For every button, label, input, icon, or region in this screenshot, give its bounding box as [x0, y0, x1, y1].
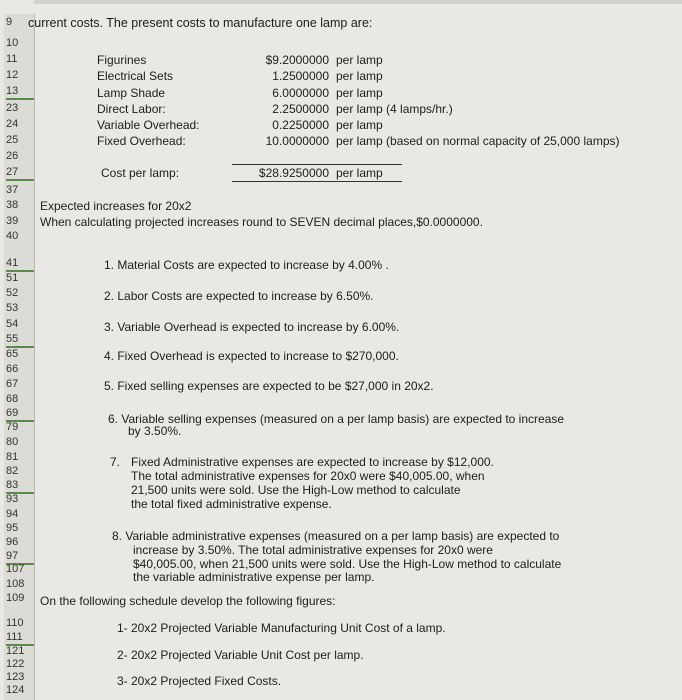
cost-item-amount: 6.0000000: [272, 86, 329, 100]
assumption-7-cont: the total fixed administrative expense.: [131, 497, 332, 511]
row-number: 122: [6, 658, 25, 670]
row-number: 66: [6, 363, 19, 375]
assumption-6: 6. Variable selling expenses (measured on a per lamp basis) are expected to increase: [108, 412, 565, 426]
row-number: 96: [6, 536, 19, 548]
row-number: 51: [6, 272, 19, 284]
row-number: 97: [6, 550, 34, 565]
cost-item-amount: 2.2500000: [272, 102, 329, 116]
row-number: 65: [6, 348, 19, 360]
row-number: 52: [6, 287, 19, 299]
row-number: 93: [6, 493, 19, 505]
row-number: 53: [6, 302, 19, 314]
assumption-3: 3. Variable Overhead is expected to increase by 6.00%.: [104, 320, 400, 334]
row-number: 94: [6, 508, 19, 520]
row-number: 95: [6, 522, 19, 534]
total-rule: [232, 164, 402, 165]
row-number: 69: [6, 407, 34, 422]
assumption-7-cont: 21,500 units were sold. Use the High-Low method to calculate: [131, 483, 461, 497]
cost-item-label: Variable Overhead:: [97, 118, 200, 132]
assumption-7-cont: The total administrative expenses for 20x0 were $40,005.00, when: [131, 469, 485, 483]
cost-item-label: Direct Labor:: [97, 102, 166, 116]
row-number: 10: [6, 37, 19, 49]
column-header-band: [34, 0, 682, 4]
total-amount: $28.9250000: [258, 166, 329, 180]
cost-item-unit: per lamp: [336, 118, 383, 132]
row-number: 25: [6, 134, 19, 146]
assumption-8-cont: the variable administrative expense per lamp.: [133, 570, 375, 584]
row-number: 26: [6, 150, 19, 162]
assumption-1: 1. Material Costs are expected to increase by 4.00% .: [104, 258, 389, 272]
assumption-7-number: 7.: [110, 455, 121, 469]
row-number: 11: [6, 53, 18, 65]
row-number: 121: [6, 645, 25, 657]
cost-item-label: Figurines: [97, 53, 147, 67]
row-number: 38: [6, 199, 19, 211]
expected-title: Expected increases for 20x2: [40, 199, 192, 213]
row-number: 108: [6, 578, 25, 590]
row-number: 107: [6, 563, 25, 575]
row-number: 12: [6, 69, 19, 81]
row-number: 79: [6, 421, 19, 433]
row-number: 27: [6, 166, 34, 181]
cost-item-amount: 10.0000000: [265, 134, 329, 148]
assumption-8-cont: $40,005.00, when 21,500 units were sold. Use the High-Low method to calculate: [133, 557, 562, 571]
row-number: 13: [6, 85, 34, 100]
row-number: 67: [6, 378, 19, 390]
schedule-item-2: 2- 20x2 Projected Variable Unit Cost per lamp.: [117, 648, 364, 662]
cost-item-unit: per lamp: [336, 69, 383, 83]
cost-item-unit: per lamp (based on normal capacity of 25,000 lamps): [336, 134, 620, 148]
row-number: 41: [6, 257, 34, 272]
assumption-5: 5. Fixed selling expenses are expected to be $27,000 in 20x2.: [104, 379, 434, 393]
cost-item-amount: 0.2250000: [272, 118, 329, 132]
row-number: 40: [6, 230, 19, 242]
cost-item-label: Fixed Overhead:: [97, 134, 186, 148]
total-underline: [232, 181, 402, 182]
total-label: Cost per lamp:: [101, 166, 180, 180]
row-number: 110: [6, 617, 24, 629]
row-number: 9: [6, 16, 13, 28]
assumption-8-cont: increase by 3.50%. The total administrative expenses for 20x0 were: [133, 543, 493, 557]
row-number: 23: [6, 102, 19, 114]
row-number: 111: [6, 631, 34, 646]
cost-item-unit: per lamp (4 lamps/hr.): [336, 102, 453, 116]
cost-item-label: Lamp Shade: [97, 86, 166, 100]
cost-item-unit: per lamp: [336, 53, 383, 67]
assumption-8: 8. Variable administrative expenses (measured on a per lamp basis) are expected to: [112, 529, 560, 543]
row-number: 82: [6, 465, 19, 477]
assumption-2: 2. Labor Costs are expected to increase by 6.50%.: [104, 289, 374, 303]
row-number: 83: [6, 479, 34, 494]
header-text: current costs. The present costs to manufacture one lamp are:: [28, 16, 373, 30]
row-number: 24: [6, 118, 19, 130]
schedule-intro: On the following schedule develop the following figures:: [40, 594, 336, 608]
row-number: 81: [6, 451, 19, 463]
assumption-7: Fixed Administrative expenses are expected to increase by $12,000.: [131, 455, 494, 469]
row-number: 37: [6, 184, 19, 196]
assumption-6-cont: by 3.50%.: [128, 424, 182, 438]
cost-item-label: Electrical Sets: [97, 69, 174, 83]
assumption-4: 4. Fixed Overhead is expected to increase to $270,000.: [104, 349, 399, 363]
expected-note: When calculating projected increases round to SEVEN decimal places,$0.0000000.: [40, 215, 483, 229]
cost-item-amount: $9.2000000: [265, 53, 329, 67]
row-number: 123: [6, 671, 25, 683]
schedule-item-3: 3- 20x2 Projected Fixed Costs.: [117, 674, 282, 688]
total-unit: per lamp: [336, 166, 383, 180]
cost-item-unit: per lamp: [336, 86, 383, 100]
row-number: 55: [6, 333, 34, 348]
row-number: 54: [6, 318, 19, 330]
schedule-item-1: 1- 20x2 Projected Variable Manufacturing Unit Cost of a lamp.: [117, 621, 446, 635]
row-number: 109: [6, 592, 25, 604]
row-number: 68: [6, 393, 19, 405]
row-number: 39: [6, 215, 19, 227]
row-number: 124: [6, 684, 25, 696]
cost-item-amount: 1.2500000: [272, 69, 329, 83]
row-number: 80: [6, 436, 19, 448]
